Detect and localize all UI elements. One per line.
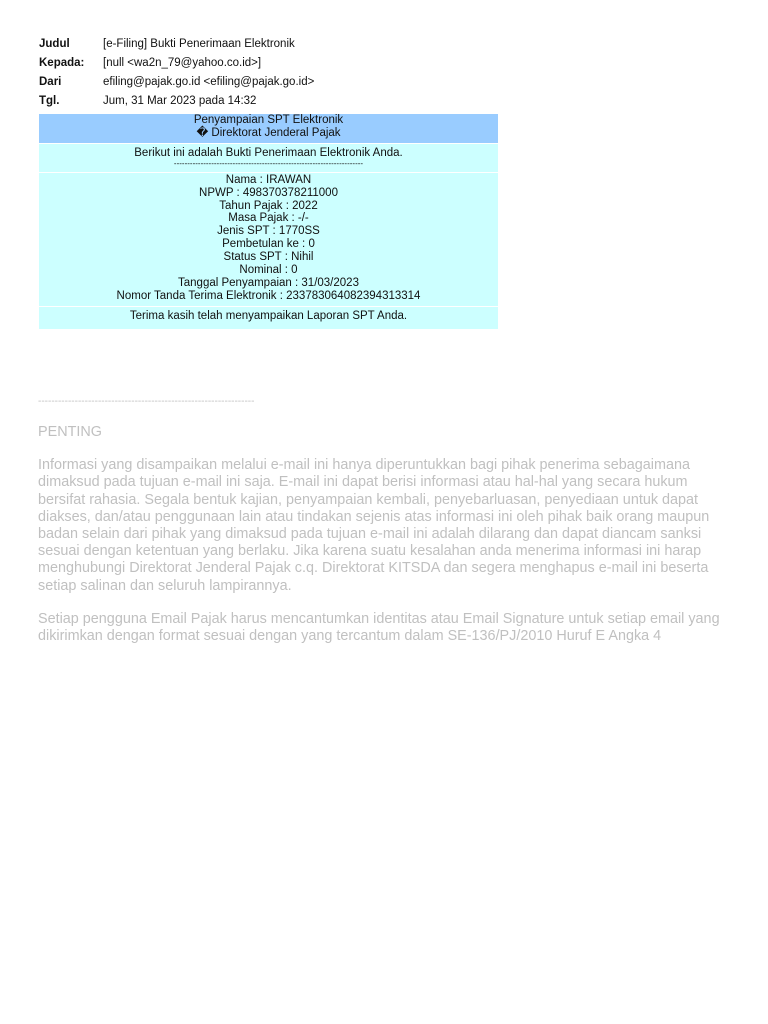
header-label-date: Tgl.	[39, 94, 60, 107]
detail-tax-year: Tahun Pajak : 2022	[219, 199, 318, 212]
detail-nominal: Nominal : 0	[239, 264, 298, 277]
detail-npwp: NPWP : 498370378211000	[199, 186, 338, 199]
detail-name: Nama : IRAWAN	[225, 173, 312, 186]
detail-spt-type: Jenis SPT : 1770SS	[217, 225, 320, 238]
detail-spt-status: Status SPT : Nihil	[223, 251, 314, 264]
receipt-table	[39, 114, 498, 330]
header-row-date	[39, 91, 739, 110]
disclaimer	[38, 396, 738, 645]
receipt-title	[39, 114, 498, 143]
detail-tax-period: Masa Pajak : -/-	[228, 212, 309, 225]
disclaimer-title: PENTING	[38, 424, 102, 440]
header-value-from: efiling@pajak.go.id <efiling@pajak.go.id>	[103, 75, 315, 88]
disclaimer-paragraph-2: Setiap pengguna Email Pajak harus mencantumkan identitas atau Email Signature untuk setiap email yang dikirimkan dengan format sesuai dengan yang tercantum dalam SE-136/PJ/2010 Huruf E Angka 4	[38, 610, 720, 645]
header-label-from: Dari	[39, 75, 62, 88]
receipt-intro-cell	[39, 144, 498, 172]
detail-receipt-number: Nomor Tanda Terima Elektronik : 233783064082394313314	[116, 289, 421, 302]
receipt-separator: -----------------------------------------------------------------------	[173, 159, 364, 168]
header-value-subject: [e-Filing] Bukti Penerimaan Elektronik	[103, 37, 295, 50]
disclaimer-paragraph-1: Informasi yang disampaikan melalui e-mail ini hanya diperuntukkan bagi pihak penerima sebagaimana dimaksud pada tujuan e-mail ini saja. E-mail ini dapat berisi informasi atau hal-hal yang secara hukum bersifat rahasia. Segala bentuk kajian, penyampaian kembali, penyebarluasan, penyediaan untuk dapat diakses, dan/atau penggunaan lain atau tindakan sejenis atas informasi ini oleh pihak baik orang maupun badan selain dari pihak yang dimaksud pada tujuan e-mail ini adalah dilarang dan dapat diancam sanksi sesuai dengan ketentuan yang berlaku. Jika karena suatu kesalahan anda menerima informasi ini harap menghubungi Direktorat Jenderal Pajak c.q. Direktorat KITSDA dan segera menghapus e-mail ini beserta setiap salinan dan seluruh lampirannya.	[38, 457, 710, 594]
receipt-title-line2: � Direktorat Jenderal Pajak	[196, 126, 341, 139]
receipt-title-line1: Penyampaian SPT Elektronik	[193, 114, 344, 126]
receipt-intro: Berikut ini adalah Bukti Penerimaan Elektronik Anda.	[134, 146, 403, 159]
receipt-details-cell	[39, 173, 498, 306]
header-label-subject: Judul	[39, 37, 70, 50]
detail-submission-date: Tanggal Penyampaian : 31/03/2023	[178, 276, 359, 289]
header-row-from	[39, 72, 739, 91]
receipt-thanks: Terima kasih telah menyampaikan Laporan SPT Anda.	[129, 309, 408, 322]
detail-revision: Pembetulan ke : 0	[222, 238, 315, 251]
header-row-to	[39, 53, 739, 72]
receipt-thanks-cell	[39, 307, 498, 329]
disclaimer-separator: -----------------------------------------------------------------	[38, 396, 255, 407]
header-label-to: Kepada:	[39, 56, 85, 69]
email-headers	[39, 34, 739, 110]
header-value-to: [null <wa2n_79@yahoo.co.id>]	[103, 56, 262, 69]
header-row-subject	[39, 34, 739, 53]
header-value-date: Jum, 31 Mar 2023 pada 14:32	[103, 94, 257, 107]
